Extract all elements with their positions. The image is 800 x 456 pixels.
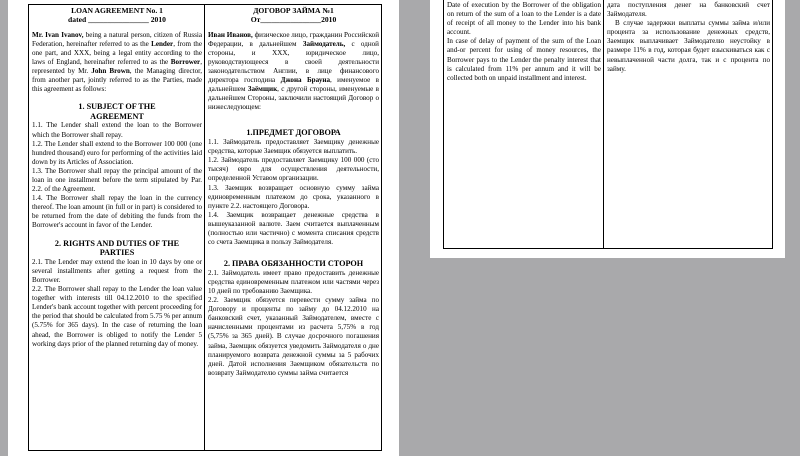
russian-clause-1-3: 1.3. Заемщик возвращает основную сумму займа единовременным платежом до срока, указанного в пункте 2.2. настоящего Договора. — [208, 183, 379, 210]
english-section-2-heading-line-2: PARTIES — [99, 248, 135, 258]
russian-preamble-part-4: , с другой стороны, именуемые в дальнейшем Стороны, заключили настоящий Договор о нижеследующем: — [208, 85, 379, 112]
russian-column-continued — [604, 0, 772, 248]
russian-clause-2-1: 2.1. Займодатель имеет право предоставить денежные средства единовременным платежом или частями через 10 дней по требованию Заемщика. — [208, 268, 379, 295]
bilingual-table-continued — [443, 0, 773, 249]
russian-director-name: Джона Брауна — [280, 76, 330, 85]
russian-lender-term: Займодатель, — [302, 39, 346, 48]
english-continuation-2: In case of delay of payment of the sum of the Loan and-or percent for using of money resources, the Borrower pays to the Lender the penalty interest that is calculated from 11% per annum and it will be collected both on unpaid installment and interest. — [447, 37, 601, 82]
russian-clause-1-2: 1.2. Займодатель предоставляет Заемщику 100 000 (сто тысяч) евро для осуществления деятельности, определенной Уставом организации. — [208, 156, 379, 183]
russian-clause-1-4: 1.4. Заемщик возвращает денежные средства в вышеуказанной валюте. Заем считается выплаченным (полностью или частично) с момента списания средств со счета Заемщика в пользу Займодателя. — [208, 210, 379, 247]
english-clause-1-1: 1.1. The Lender shall extend the loan to the Borrower which the Borrower shall repay. — [32, 121, 202, 139]
english-lender-name: Mr. Ivan Ivanov, — [32, 30, 84, 39]
english-clause-2-1: 2.1. The Lender may extend the loan in 10 days by one or several installments after getting a request from the Borrower. — [32, 257, 202, 284]
russian-preamble — [208, 31, 379, 113]
document-page-1 — [8, 0, 399, 456]
english-title-line-2: dated ________________ 2010 — [68, 15, 166, 25]
english-preamble-part-4: , the Managing director, from another part, jointly referred to as the Parties, made this agreement as follows: — [32, 66, 202, 94]
english-continuation-1: Date of execution by the Borrower of the obligation on return of the sum of a loan to the Lender is a date of receipt of all money to the Lender into his bank account. — [447, 1, 601, 37]
russian-clause-1-1: 1.1. Займодатель предоставляет Заемщику денежные средства, которые Заемщик обязуется выплатить. — [208, 138, 379, 156]
english-section-2-heading — [32, 239, 202, 258]
english-preamble-part-2: , from the one part, and XXX, being a legal entity according to the laws of England, hereinafter referred to as the — [32, 39, 202, 66]
russian-preamble-part-3: , именуемое в дальнейшем — [208, 76, 379, 94]
russian-title — [208, 6, 379, 25]
english-preamble-part-3: , represented by Mr. — [32, 57, 202, 75]
english-preamble — [32, 31, 202, 95]
russian-borrower-term: Заёмщик — [247, 85, 278, 94]
russian-clause-2-2: 2.2. Заемщик обязуется перевести сумму займа по Договору и проценты по займу до 04.12.2010 на банковский счет, указанный Займодателем, вместе с начисленными процентами из расчета 5,75% в год (5,75% за 365 дней). В случае досрочного погашения займа, Заемщик обязуется уведомить Займодателя о дне планируемого возврата денежной суммы за 5 рабочих дней. Датой исполнения Заемщиком обязательств по возврату Займодателю суммы займа считается — [208, 296, 379, 377]
russian-preamble-part-2: с одной стороны, и XXX, юридическое лицо, руководствующееся в своей деятельности законодательством Англии, в лице финансового директора господина — [208, 39, 379, 85]
english-title — [32, 6, 202, 25]
english-clause-1-2: 1.2. The Lender shall extend to the Borrower 100 000 (one hundred thousand) euro for performing of the activities laid down by its Articles of Association. — [32, 139, 202, 166]
english-section-1-heading-line-1: 1. SUBJECT OF THE — [78, 102, 156, 112]
english-column-continued — [444, 0, 604, 248]
russian-preamble-part-1: физическое лицо, гражданин Российской Федерации, в дальнейшем — [208, 30, 379, 48]
english-clause-2-2: 2.2. The Borrower shall repay to the Lender the loan value together with interests till 04.12.2010 to the specified Lender's bank account together with percent proceeding for the period that should be calculated from 5.75 % per annum (5.75% for 365 days). In the case of returning the loan ahead, the Borrower is obliged to notify the Lender 5 working days prior of the planned returning day of money. — [32, 285, 203, 348]
russian-section-2-heading: 2. ПРАВА ОБЯЗАННОСТИ СТОРОН — [223, 259, 364, 269]
english-section-1-heading — [32, 102, 202, 121]
bilingual-table — [28, 4, 382, 451]
english-title-line-1: LOAN AGREEMENT No. 1 — [71, 6, 163, 15]
russian-continuation-2: В случае задержки выплаты суммы займа и/или процента за использование денежных средств, Заемщик выплачивает Займодателю неустойку в размере 11% в год, которая будет взыскиваться как с невыплаченной части долга, так и с процента по займу. — [607, 19, 770, 73]
russian-lender-name: Иван Иванов, — [208, 30, 253, 39]
russian-title-line-1: ДОГОВОР ЗАЙМА №1 — [253, 6, 334, 15]
document-page-2 — [430, 0, 785, 258]
english-section-2-heading-line-1: 2. RIGHTS AND DUTIES OF THE — [54, 238, 180, 248]
english-clause-1-3: 1.3. The Borrower shall repay the principal amount of the loan in one installment before the term stipulated by Par. 2.2. of the Agreement. — [32, 166, 202, 194]
english-director-name: John Brown — [91, 66, 130, 75]
russian-title-line-2: От________________2010 — [250, 15, 337, 25]
english-borrower-term: Borrower — [170, 57, 201, 66]
english-clause-1-4: 1.4. The Borrower shall repay the loan in the currency thereof. The loan amount (in full or in part) is considered to be returned from the date of debiting the funds from the Borrower's account in favor of the Lender. — [32, 194, 202, 230]
russian-continuation-1: дата поступления денег на банковский счет Займодателя. — [607, 1, 770, 19]
english-lender-term: Lender — [151, 39, 174, 48]
russian-column — [205, 5, 381, 450]
english-column — [29, 5, 205, 450]
english-preamble-part-1: being a natural person, citizen of Russia Federation, hereinafter referred to as the — [32, 30, 203, 48]
russian-section-1-heading: 1.ПРЕДМЕТ ДОГОВОРА — [246, 128, 341, 138]
english-section-1-heading-line-2: AGREEMENT — [90, 111, 144, 121]
